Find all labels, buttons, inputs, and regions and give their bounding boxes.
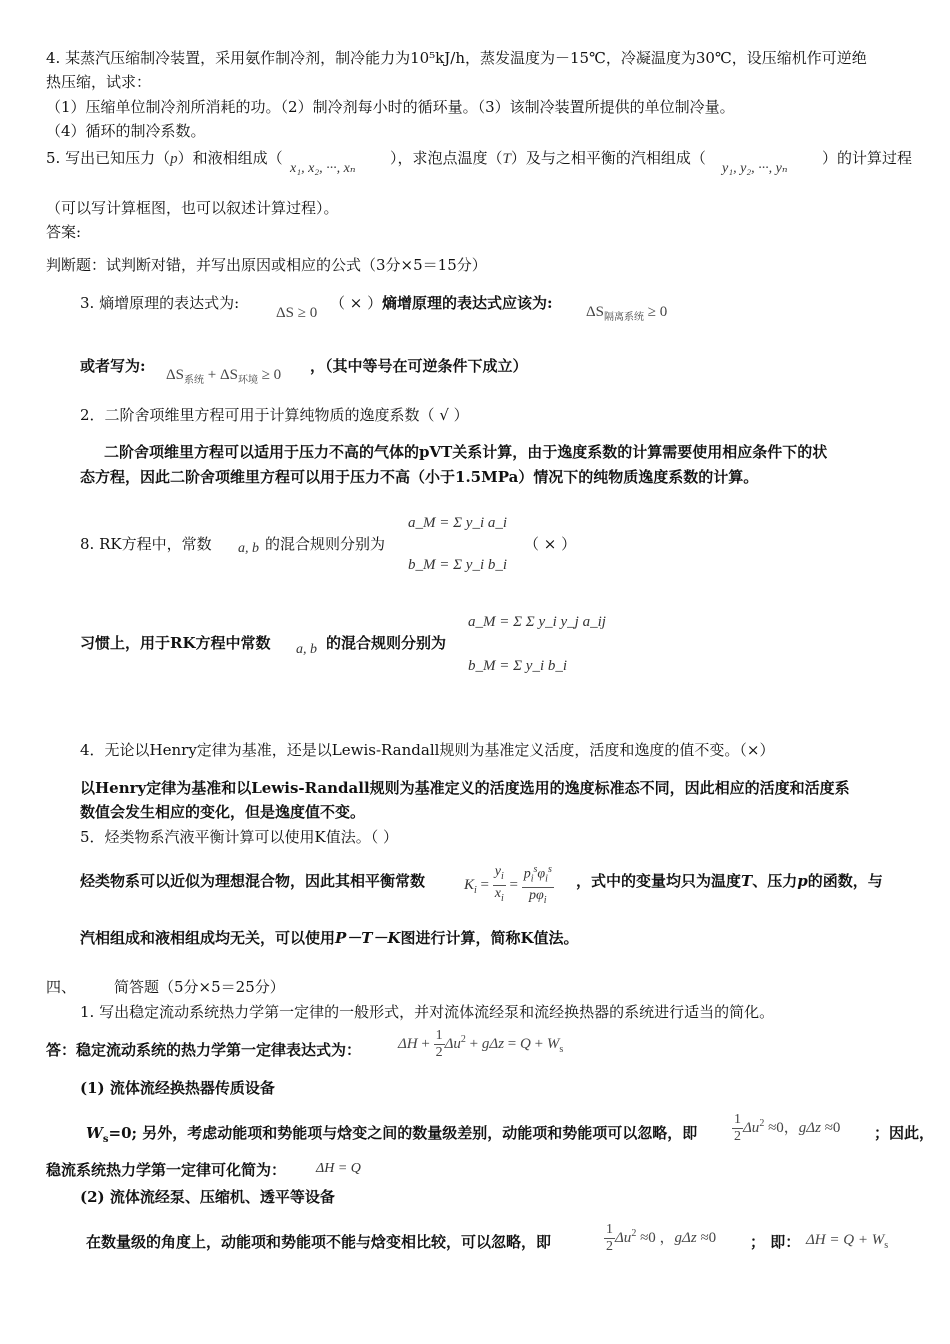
item5-question: 5．烃类物系汽液平衡计算可以使用K值法。（ ） <box>80 828 399 846</box>
item4-answer2: 数值会发生相应的变化，但是逸度值不变。 <box>80 803 366 821</box>
item3-mark: （ × ） <box>330 294 383 312</box>
item8-mark: （ × ） <box>524 535 577 553</box>
section4-answer-label: 答：稳定流动系统的热力学第一定律表达式为： <box>46 1041 362 1059</box>
section4-sub2: (2) 流体流经泵、压缩机、透平等设备 <box>80 1188 335 1206</box>
q5-y-set: y₁, y₂, ···, yₙ <box>722 161 788 176</box>
item8-eq1: a_M = Σ y_i a_i <box>408 515 508 531</box>
item5-answer2: 汽相组成和液相组成均无关，可以使用P－T－K图进行计算，简称K值法。 <box>80 929 579 947</box>
magnitude-tail: ； 即： <box>750 1233 801 1251</box>
item5-answer-a: 烃类物系可以近似为理想混合物，因此其相平衡常数 <box>80 872 426 890</box>
item3-expr2: $\Delta S_{隔离系统} \ge 0$ <box>586 304 668 323</box>
item5-k-formula: $K_i$ = $\frac{y_i}{x_i}$ = $\frac{p_i^s\varphi_i^s}{p\varphi_i}$ <box>464 864 552 907</box>
section4-q1: 1. 写出稳定流动系统热力学第一定律的一般形式，并对流体流经泵和流经换热器的系统进行适当的简化。 <box>80 1003 775 1021</box>
magnitude-line: 在数量级的角度上，动能项和势能项不能与焓变相比较，可以忽略，即 <box>86 1233 552 1251</box>
item8-eq3: a_M = Σ Σ y_i y_j a_ij <box>468 614 606 630</box>
item3-alt-label: 或者写为: <box>80 357 146 375</box>
q5-x-set: x₁, x₂, ···, xₙ <box>290 161 356 176</box>
simplified-label: 稳流系统热力学第一定律可化简为： <box>46 1161 287 1179</box>
q5-line2: （可以写计算框图，也可以叙述计算过程）。 <box>46 199 339 217</box>
q5-line1c: ）的计算过程 <box>822 149 913 167</box>
item8-question-b: 的混合规则分别为 <box>265 535 386 553</box>
item2-answer1: 二阶舍项维里方程可以适用于压力不高的气体的pVT关系计算，由于逸度系数的计算需要使用相应条件下的状 <box>104 443 828 461</box>
simplified-equation: ΔH = Q <box>316 1161 361 1176</box>
ws-approx-expr: $\frac{1}{2}$ $\Delta u^2 \approx 0$，gΔz ≈0 <box>734 1112 841 1144</box>
item5-answer-b: ，式中的变量均只为温度T、压力p的函数，与 <box>576 872 883 890</box>
ws-line: $W_s=0$; 另外，考虑动能项和势能项与焓变之间的数量级差别，动能项和势能项可以忽略，即 <box>86 1124 698 1145</box>
q4-line3: （1）压缩单位制冷剂所消耗的功。（2）制冷剂每小时的循环量。（3）该制冷装置所提供的单位制冷量。 <box>46 98 735 116</box>
item3-answer: 熵增原理的表达式应该为: <box>382 294 553 312</box>
item4-answer1: 以Henry定律为基准和以Lewis-Randall规则为基准定义的活度选用的逸度标准态不同，因此相应的活度和活度系 <box>80 779 850 797</box>
q4-line2: 热压缩，试求： <box>46 73 152 91</box>
q4-line4: （4）循环的制冷系数。 <box>46 122 206 140</box>
item8-eq4: b_M = Σ y_i b_i <box>468 658 568 674</box>
item3-alt-note: ，（其中等号在可逆条件下成立） <box>310 357 528 375</box>
q5-line1: 5. 写出已知压力（p）和液相组成（ <box>46 149 283 167</box>
judge-header: 判断题：试判断对错，并写出原因或相应的公式（3分×5＝15分） <box>46 256 487 274</box>
section4-title: 简答题（5分×5＝25分） <box>114 978 285 996</box>
answer-label: 答案: <box>46 223 82 241</box>
ws-therefore: ；因此， <box>874 1124 935 1142</box>
q4-line1: 4. 某蒸汽压缩制冷装置，采用氨作制冷剂，制冷能力为10⁵kJ/h，蒸发温度为－15℃，冷凝温度为30℃，设压缩机作可逆绝 <box>46 49 867 67</box>
q5-line1b: ），求泡点温度（T）及与之相平衡的汽相组成（ <box>390 149 706 167</box>
item2-answer2: 态方程，因此二阶舍项维里方程可以用于压力不高（小于1.5MPa）情况下的纯物质逸度系数的计算。 <box>80 468 759 486</box>
first-law-equation: ΔH + $\frac{1}{2}$ $\Delta u^2 + g\Delta z = Q + W_s$ <box>398 1028 564 1060</box>
item3-alt-expr: $\Delta S_{系统} + \Delta S_{环境} \ge 0$ <box>166 367 282 386</box>
item2-question: 2．二阶舍项维里方程可用于计算纯物质的逸度系数（ √ ） <box>80 406 469 424</box>
magnitude-expr: $\frac{1}{2}$ $\Delta u^2 \approx 0$ ，gΔz ≈0 <box>606 1222 717 1254</box>
item8-ab: a, b <box>238 541 259 556</box>
section4-sub1: (1) 流体流经换热器传质设备 <box>80 1079 275 1097</box>
section4-num: 四、 <box>46 978 77 996</box>
item3-question: 3. 熵增原理的表达式为: <box>80 294 240 312</box>
item8-question: 8. RK方程中，常数 <box>80 535 212 553</box>
magnitude-equation: $\Delta H = Q + W_s$ <box>806 1232 889 1251</box>
item8-ab-2: a, b <box>296 642 317 657</box>
item8-eq2: b_M = Σ y_i b_i <box>408 557 508 573</box>
item3-expr: ΔS ≥ 0 <box>276 305 318 321</box>
item4-question: 4．无论以Henry定律为基准，还是以Lewis-Randall规则为基准定义活度，活度和逸度的值不变。（×） <box>80 741 775 759</box>
item8-answer: 习惯上，用于RK方程中常数 <box>80 634 271 652</box>
item8-answer-b: 的混合规则分别为 <box>326 634 447 652</box>
